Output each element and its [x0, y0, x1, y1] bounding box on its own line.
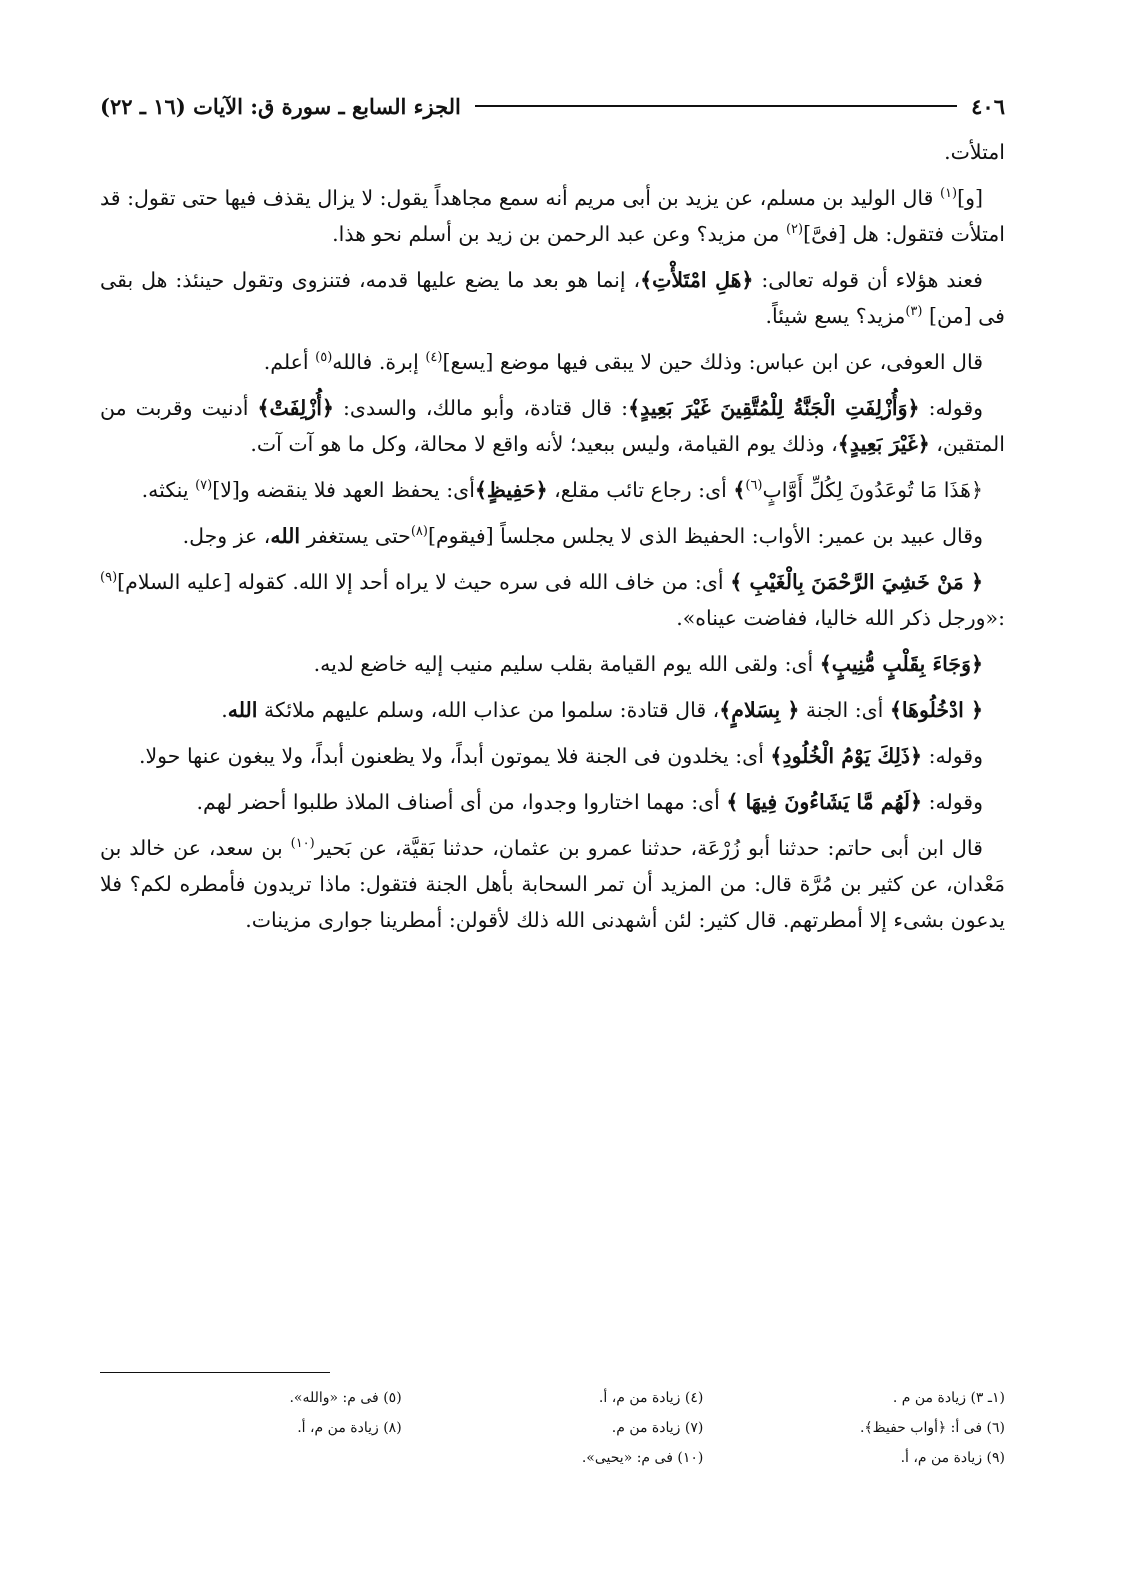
- paragraph: [100, 784, 1005, 820]
- paragraph: [100, 472, 1005, 508]
- text-segment: :«ورجل ذكر الله خاليا، ففاضت عيناه».: [676, 606, 1005, 630]
- text-segment: ، وذلك يوم القيامة، وليس ببعيد؛ لأنه واقع لا محالة، وكل ما هو آت آت.: [250, 432, 838, 456]
- footnote-ref: (٧): [195, 478, 213, 494]
- quran-quote: ﴿هَلِ امْتَلأْتِ﴾: [640, 268, 754, 292]
- footnote-ref: (٨): [410, 524, 428, 540]
- footnote: (٦) فى أ: ﴿أواب حفيظ﴾.: [859, 1420, 1005, 1436]
- footnote: (١ـ ٣) زيادة من م .: [892, 1390, 1005, 1406]
- text-segment: مزيد؟ يسع شيئاً.: [765, 304, 906, 328]
- footnote: (٨) زيادة من م، أ.: [297, 1420, 402, 1436]
- paragraph: [100, 180, 1005, 252]
- quran-quote: ﴿ مَنْ خَشِيَ الرَّحْمَنَ بِالْغَيْبِ ﴾: [730, 570, 983, 594]
- text-segment: .: [221, 698, 228, 722]
- paragraph: [100, 692, 1005, 728]
- footnote-ref: (١): [939, 186, 958, 202]
- paragraph: [100, 134, 1005, 170]
- text-segment: وقوله:: [919, 396, 984, 420]
- text-segment: أى: رجاع تائب مقلع،: [547, 478, 734, 502]
- text-segment: فعند هؤلاء أن قوله تعالى:: [753, 268, 983, 292]
- text-segment: ، إنما هو بعد ما يضع عليها قدمه، فتنزوى وتقول حينئذ: هل بقى فى [من]: [100, 268, 1005, 328]
- quran-quote: الله: [270, 524, 301, 548]
- quran-quote: ﴿حَفِيظٍ﴾: [474, 478, 548, 502]
- quran-quote: الله: [227, 698, 258, 722]
- footnote: (٤) زيادة من م، أ.: [598, 1390, 704, 1406]
- text-segment: من مزيد؟ وعن عبد الرحمن بن زيد بن أسلم نحو هذا.: [332, 222, 786, 246]
- page-header: [100, 88, 1005, 124]
- text-segment: أى: ولقى الله يوم القيامة بقلب سليم منيب إليه خاضع لديه.: [313, 652, 820, 676]
- footnote-divider: [100, 1372, 330, 1373]
- footnote-ref: (١٠): [290, 836, 315, 852]
- footnote-ref: (٤): [425, 350, 443, 366]
- text-segment: امتلأت.: [944, 140, 1005, 164]
- page-number: ٤٠٦: [971, 93, 1005, 119]
- footnote-ref: (٥): [315, 350, 333, 366]
- quran-quote: ﴿أُزْلِفَتْ﴾: [257, 396, 334, 420]
- quran-quote: ﴿وَأُزْلِفَتِ الْجَنَّةُ لِلْمُتَّقِينَ غَيْرَ بَعِيدٍ﴾: [628, 396, 920, 420]
- footnote-ref: (٦): [745, 478, 763, 494]
- footnotes: [100, 1386, 1005, 1470]
- paragraph: [100, 344, 1005, 380]
- paragraph: [100, 830, 1005, 938]
- paragraph: [100, 390, 1005, 462]
- text-segment: قال العوفى، عن ابن عباس: وذلك حين لا يبقى فيها موضع [يسع]: [442, 350, 983, 374]
- text-segment: ﴿هَذَا مَا تُوعَدُونَ لِكُلِّ أَوَّابٍ: [762, 478, 983, 502]
- text-segment: أدنيت وقربت من المتقين،: [100, 396, 1005, 456]
- text-segment: حتى يستغفر: [300, 524, 411, 548]
- paragraph: [100, 646, 1005, 682]
- text-segment: قال الوليد بن مسلم، عن يزيد بن أبى مريم أنه سمع مجاهداً يقول: لا يزال يقذف فيها حتى تقول: قد امتلأت فتقول: هل [فىَّ]: [100, 186, 1005, 246]
- header-rule: [475, 105, 957, 107]
- text-segment: : قال قتادة، وأبو مالك، والسدى:: [333, 396, 629, 420]
- paragraph: [100, 518, 1005, 554]
- quran-quote: ﴿ ادْخُلُوهَا﴾: [889, 698, 983, 722]
- footnote: (٧) زيادة من م.: [611, 1420, 704, 1436]
- text-segment: قال ابن أبى حاتم: حدثنا أبو زُرْعَة، حدثنا عمرو بن عثمان، حدثنا بَقيَّة، عن بَحير: [314, 836, 983, 860]
- running-title: الجزء السابع ـ سورة ق: الآيات (١٦ ـ ٢٢): [100, 93, 461, 119]
- footnote: (٥) فى م: «والله».: [289, 1390, 402, 1406]
- text-segment: أعلم.: [263, 350, 316, 374]
- footnote: (٩) زيادة من م، أ.: [900, 1450, 1005, 1466]
- footnote-ref: (٢): [785, 222, 804, 238]
- page-body: [100, 88, 1005, 948]
- paragraph: [100, 738, 1005, 774]
- footnote: (١٠) فى م: «يحيى».: [581, 1450, 704, 1466]
- text-segment: ، عز وجل.: [182, 524, 271, 548]
- text-segment: أى: يحفظ العهد فلا ينقضه و[لا]: [212, 478, 475, 502]
- paragraph: [100, 262, 1005, 334]
- text-segment: ينكثه.: [141, 478, 196, 502]
- text-segment: بن سعد، عن خالد بن مَعْدان، عن كثير بن مُرَّة قال: من المزيد أن تمر السحابة بأهل الجنة فتقول: ماذا تريدون فأمطره لكم؟ فلا يدعون بشىء إلا أمطرتهم. قال كثير: لئن أشهدنى الله ذلك لأقولن: أمطرينا جوارى مزينات.: [100, 836, 1005, 932]
- text-segment: أى: من خاف الله فى سره حيث لا يراه أحد إلا الله. كقوله [عليه السلام]: [117, 570, 731, 594]
- quran-quote: ﴿ بِسَلامٍ﴾: [719, 698, 800, 722]
- quran-quote: ﴾: [733, 478, 746, 502]
- text-segment: أى: مهما اختاروا وجدوا، من أى أصناف الملاذ طلبوا أحضر لهم.: [196, 790, 727, 814]
- text-segment: وقال عبيد بن عمير: الأواب: الحفيظ الذى لا يجلس مجلساً [فيقوم]: [427, 524, 983, 548]
- text-segment: وقوله:: [922, 744, 983, 768]
- main-text: [100, 134, 1005, 938]
- text-segment: أى: يخلدون فى الجنة فلا يموتون أبداً، ولا يظعنون أبداً، ولا يبغون عنها حولا.: [138, 744, 771, 768]
- quran-quote: ﴿لَهُم مَّا يَشَاءُونَ فِيهَا ﴾: [726, 790, 923, 814]
- quran-quote: ﴿غَيْرَ بَعِيدٍ﴾: [837, 432, 930, 456]
- paragraph: [100, 564, 1005, 636]
- quran-quote: ﴿وَجَاءَ بِقَلْبٍ مُّنِيبٍ﴾: [819, 652, 983, 676]
- footnote-ref: (٩): [100, 570, 118, 586]
- text-segment: أى: الجنة: [799, 698, 890, 722]
- footnote-ref: (٣): [905, 304, 923, 320]
- quran-quote: ﴿ذَلِكَ يَوْمُ الْخُلُودِ﴾: [770, 744, 923, 768]
- text-segment: وقوله:: [922, 790, 983, 814]
- text-segment: ، قال قتادة: سلموا من عذاب الله، وسلم عليهم ملائكة: [257, 698, 720, 722]
- text-segment: [و]: [957, 186, 983, 210]
- text-segment: إبرة. فالله: [332, 350, 426, 374]
